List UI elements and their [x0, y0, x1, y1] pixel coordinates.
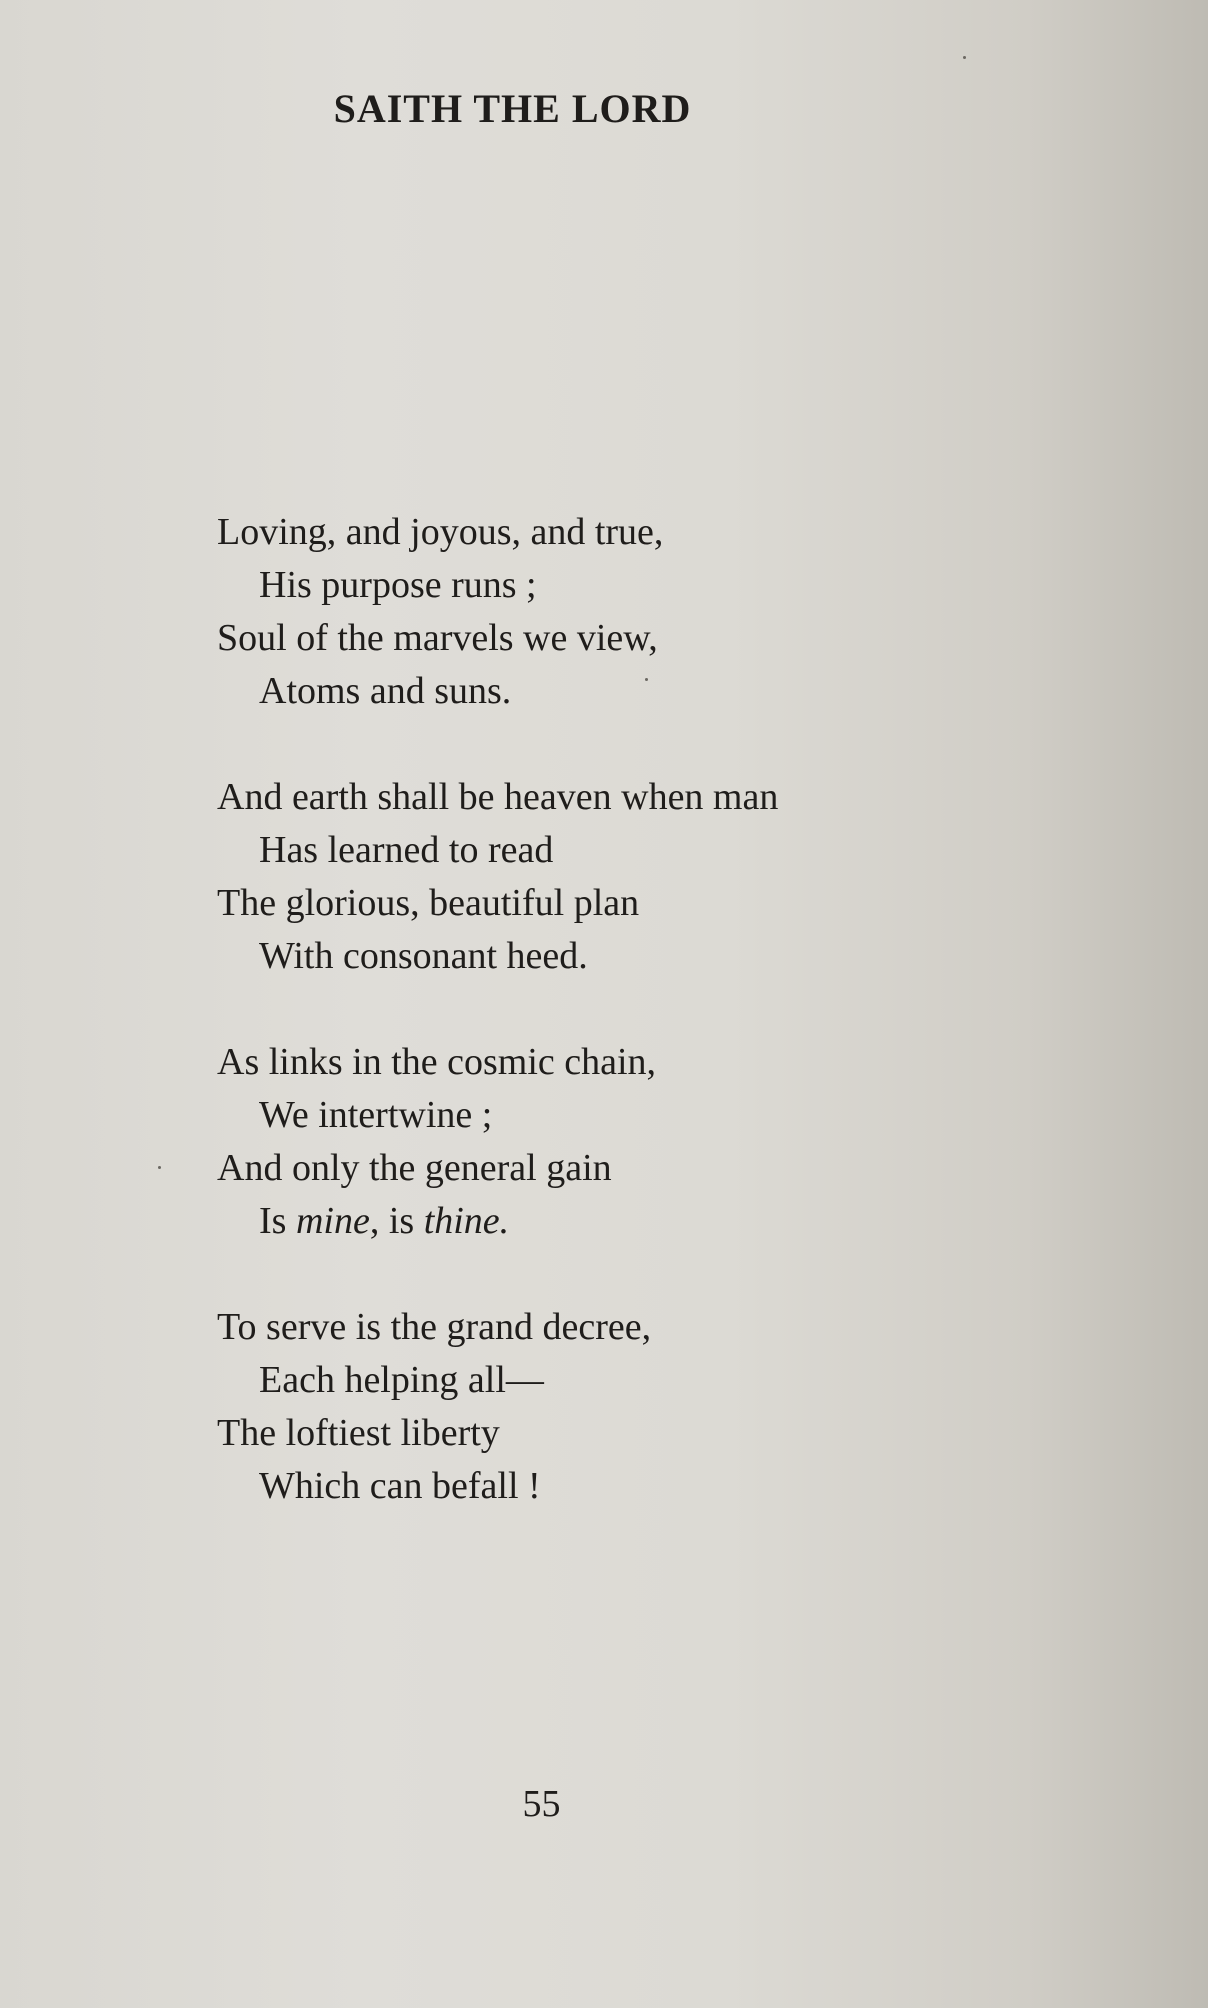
poem-line: Atoms and suns. — [259, 670, 512, 712]
poem-line: We intertwine ; — [259, 1094, 493, 1136]
line-middle: , is — [369, 1200, 424, 1242]
paper-speck — [645, 678, 648, 681]
stanza-3 — [217, 1036, 1017, 1248]
line-prefix: Is — [259, 1200, 296, 1242]
stanza-1 — [217, 506, 1017, 718]
poem-line: And earth shall be heaven when man — [217, 776, 779, 818]
poem — [217, 506, 1017, 1566]
poem-line — [217, 1195, 1017, 1248]
paper-speck — [963, 56, 966, 59]
page-number: 55 — [522, 1783, 561, 1825]
poem-line: His purpose runs ; — [259, 564, 537, 606]
poem-line: Each helping all— — [259, 1359, 544, 1401]
running-head: SAITH THE LORD — [333, 86, 692, 131]
poem-line: Soul of the marvels we view, — [217, 617, 658, 659]
poem-line: As links in the cosmic chain, — [217, 1041, 657, 1083]
paper-speck — [158, 1166, 161, 1169]
poem-line: The glorious, beautiful plan — [217, 882, 640, 924]
italic-word-mine: mine — [295, 1200, 370, 1242]
poem-line: The loftiest liberty — [217, 1412, 500, 1454]
poem-line: Has learned to read — [259, 829, 554, 871]
poem-line: Loving, and joyous, and true, — [217, 511, 664, 553]
stanza-2 — [217, 771, 1017, 983]
poem-line: With consonant heed. — [259, 935, 588, 977]
stanza-4 — [217, 1301, 1017, 1513]
poem-line: And only the general gain — [217, 1147, 612, 1189]
poem-line: To serve is the grand decree, — [217, 1306, 652, 1348]
poem-line: Which can befall ! — [259, 1465, 541, 1507]
italic-word-thine: thine. — [423, 1200, 510, 1242]
